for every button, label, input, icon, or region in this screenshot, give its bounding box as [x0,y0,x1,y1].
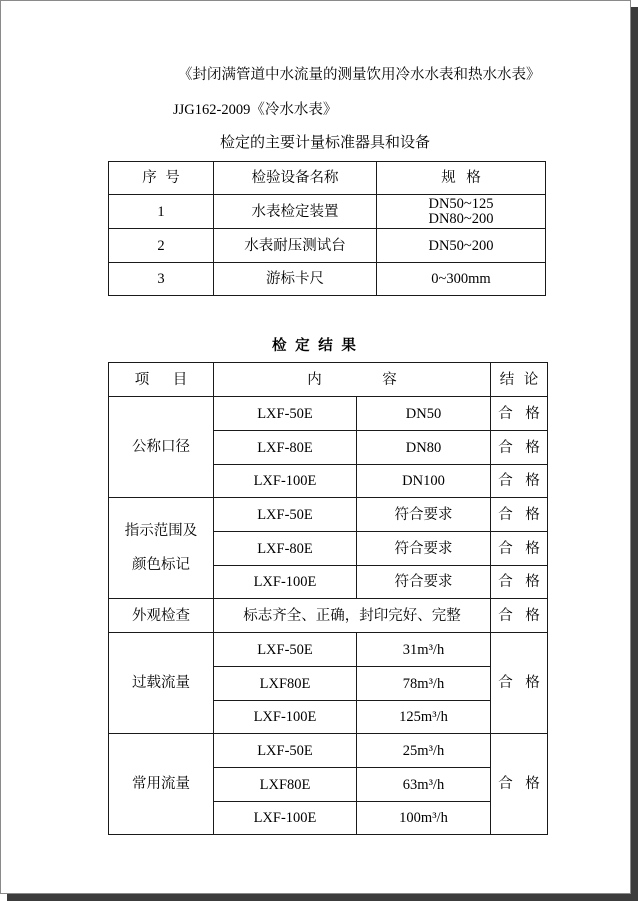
value-cell: DN80 [357,431,491,465]
equipment-table [108,161,546,296]
appearance-content: 标志齐全、正确，封印完好、完整 [214,599,491,633]
cell-name: 水表耐压测试台 [214,229,377,263]
cell-no: 2 [109,229,214,263]
model-cell: LXF-100E [214,566,357,599]
value-cell: DN50 [357,397,491,431]
results-title: 检 定 结 果 [272,338,356,354]
table-row [109,195,546,229]
model-cell: LXF-50E [214,734,357,768]
value-cell: 78m³/h [357,667,491,701]
conclusion-cell: 合 格 [491,633,548,734]
conclusion-cell: 合 格 [491,431,548,465]
value-cell: 125m³/h [357,701,491,734]
model-cell: LXF-100E [214,802,357,835]
model-cell: LXF-100E [214,701,357,734]
value-cell: 31m³/h [357,633,491,667]
cell-name: 游标卡尺 [214,263,377,296]
value-cell: 63m³/h [357,768,491,802]
standard-title: 《封闭满管道中水流量的测量饮用冷水水表和热水水表》 [178,67,541,83]
cell-no: 1 [109,195,214,229]
table-row [109,599,548,633]
model-cell: LXF-80E [214,431,357,465]
model-cell: LXF-100E [214,465,357,498]
regulation-line: JJG162-2009《冷水水表》 [173,102,338,118]
table-header-row [109,363,548,397]
spec-line: DN50~125 [428,195,494,212]
model-cell: LXF80E [214,768,357,802]
item-appearance: 外观检查 [109,599,214,633]
conclusion-cell: 合 格 [491,465,548,498]
item-nominal-flow: 常用流量 [109,734,214,835]
model-cell: LXF-50E [214,498,357,532]
value-cell: 符合要求 [357,498,491,532]
value-cell: 25m³/h [357,734,491,768]
cell-spec: 0~300mm [377,263,546,296]
item-indication-range [109,498,214,599]
col-header-no: 序 号 [109,162,214,195]
equipment-caption: 检定的主要计量标准器具和设备 [220,135,431,151]
item-line: 指示范围及 [124,523,198,539]
cell-spec: DN50~200 [377,229,546,263]
col-header-conclusion: 结 论 [491,363,548,397]
results-table [108,362,548,835]
conclusion-cell: 合 格 [491,532,548,566]
cell-spec [377,195,546,229]
value-cell: 符合要求 [357,566,491,599]
model-cell: LXF-50E [214,633,357,667]
conclusion-cell: 合 格 [491,734,548,835]
table-row [109,397,548,431]
model-cell: LXF-50E [214,397,357,431]
value-cell: 100m³/h [357,802,491,835]
table-row [109,498,548,532]
model-cell: LXF80E [214,667,357,701]
item-overload-flow: 过载流量 [109,633,214,734]
value-cell: 符合要求 [357,532,491,566]
item-nominal-diameter: 公称口径 [109,397,214,498]
col-header-item: 项 目 [109,363,214,397]
table-row [109,734,548,768]
table-row [109,229,546,263]
table-row [109,633,548,667]
cell-no: 3 [109,263,214,296]
conclusion-cell: 合 格 [491,397,548,431]
col-header-name: 检验设备名称 [214,162,377,195]
cell-name: 水表检定装置 [214,195,377,229]
table-header-row [109,162,546,195]
col-header-spec: 规 格 [377,162,546,195]
model-cell: LXF-80E [214,532,357,566]
conclusion-cell: 合 格 [491,599,548,633]
col-header-content: 内 容 [214,363,491,397]
spec-line: DN80~200 [428,210,494,227]
table-row [109,263,546,296]
item-line: 颜色标记 [132,557,190,573]
conclusion-cell: 合 格 [491,566,548,599]
conclusion-cell: 合 格 [491,498,548,532]
value-cell: DN100 [357,465,491,498]
